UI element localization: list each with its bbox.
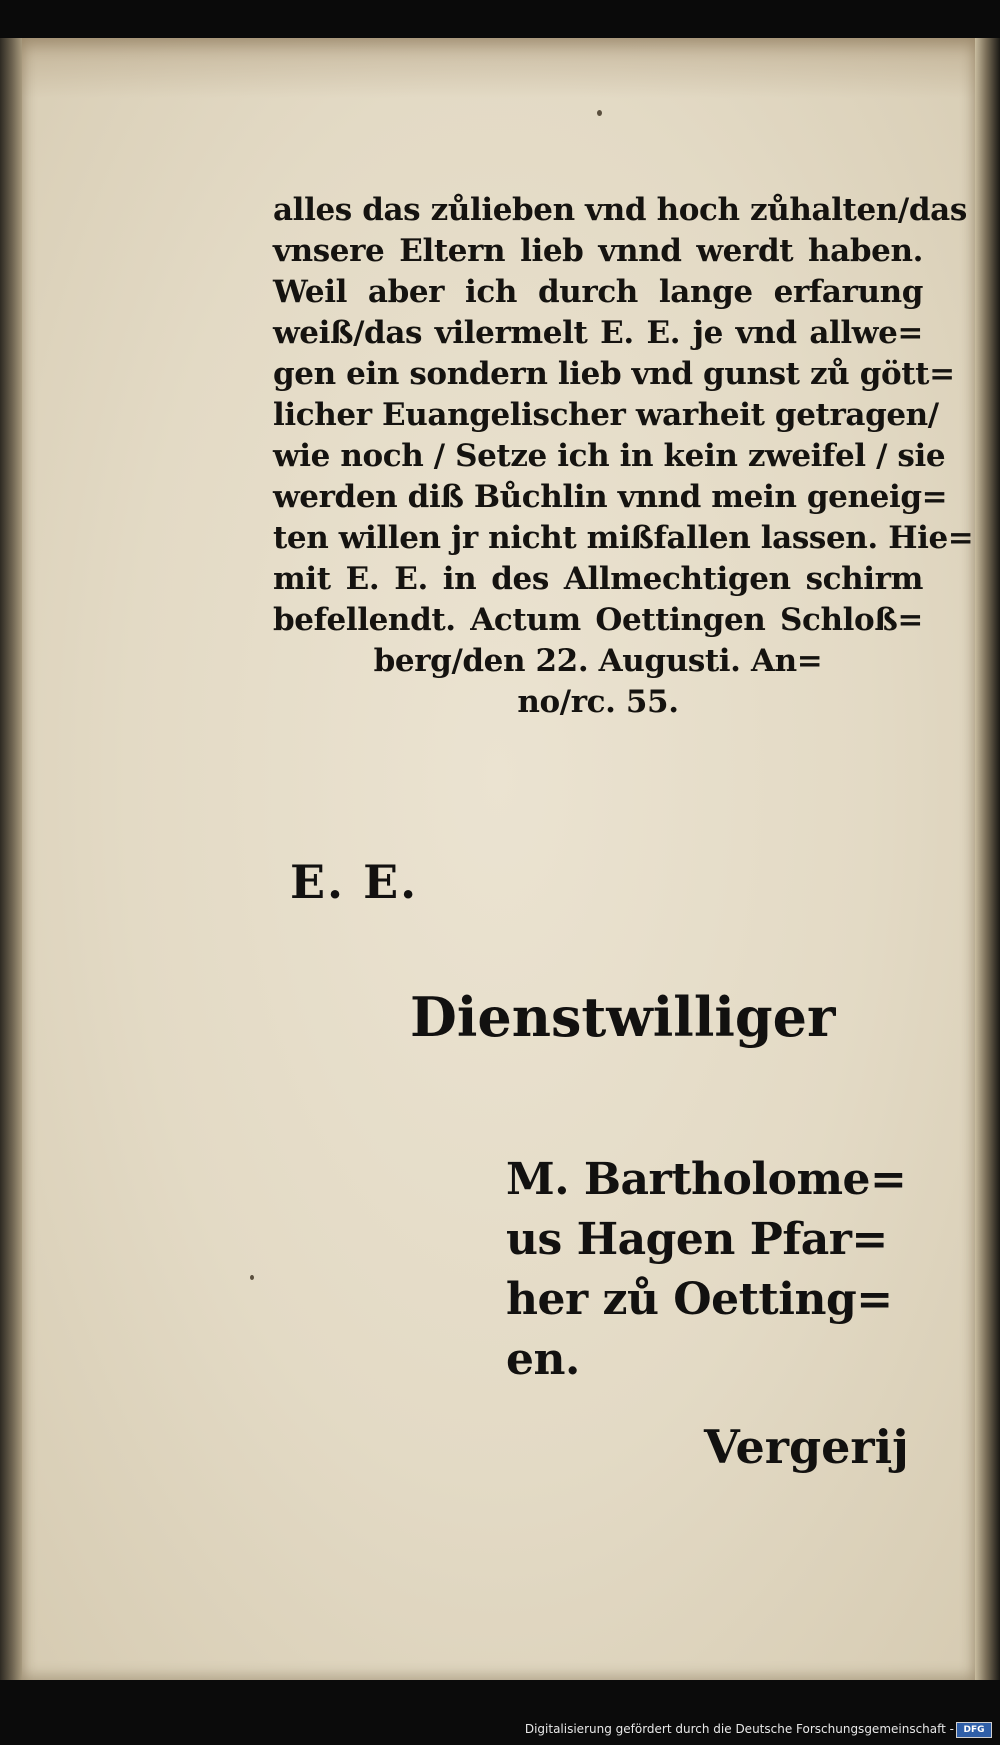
body-line: Weil aber ich durch lange erfarung (273, 274, 923, 310)
signature-line: her zů Oetting= (506, 1274, 893, 1325)
body-line: no/rc. 55. (517, 684, 679, 720)
body-text (273, 190, 974, 723)
page-edge-left (0, 38, 22, 1680)
author-signature (506, 1150, 906, 1390)
body-line: licher Euangelischer warheit getragen/ (273, 397, 939, 433)
signature-line: us Hagen Pfar= (506, 1214, 888, 1265)
dfg-logo-icon: DFG (956, 1722, 992, 1738)
ink-speck (597, 110, 602, 116)
body-line: werden diß Bůchlin vnnd mein geneig= (273, 479, 948, 515)
body-line: alles das zůlieben vnd hoch zůhalten/das (273, 192, 967, 228)
body-line: mit E. E. in des Allmechtigen schirm (273, 561, 923, 597)
body-line: weiß/das vilermelt E. E. je vnd allwe= (273, 315, 923, 351)
body-line: gen ein sondern lieb vnd gunst zů gött= (273, 356, 955, 392)
body-line: befellendt. Actum Oettingen Schloß= (273, 602, 923, 638)
closing-dienstwilliger: Dienstwilliger (410, 985, 836, 1049)
signature-line: M. Bartholome= (506, 1154, 907, 1205)
body-line: wie noch / Setze ich in kein zweifel / sie (273, 438, 946, 474)
salutation-initials: E. E. (290, 855, 419, 909)
signature-line: en. (506, 1334, 580, 1385)
body-line: ten willen jr nicht mißfallen lassen. Hie= (273, 520, 974, 556)
body-line: berg/den 22. Augusti. An= (373, 643, 823, 679)
page-edge-right (975, 38, 1000, 1680)
body-line: vnsere Eltern lieb vnnd werdt haben. (273, 233, 923, 269)
digitization-credit: Digitalisierung gefördert durch die Deutsche Forschungsgemeinschaft - (524, 1722, 954, 1736)
scan-top-border (0, 0, 1000, 38)
catchword: Vergerij (704, 1420, 909, 1474)
ink-speck (250, 1275, 254, 1280)
